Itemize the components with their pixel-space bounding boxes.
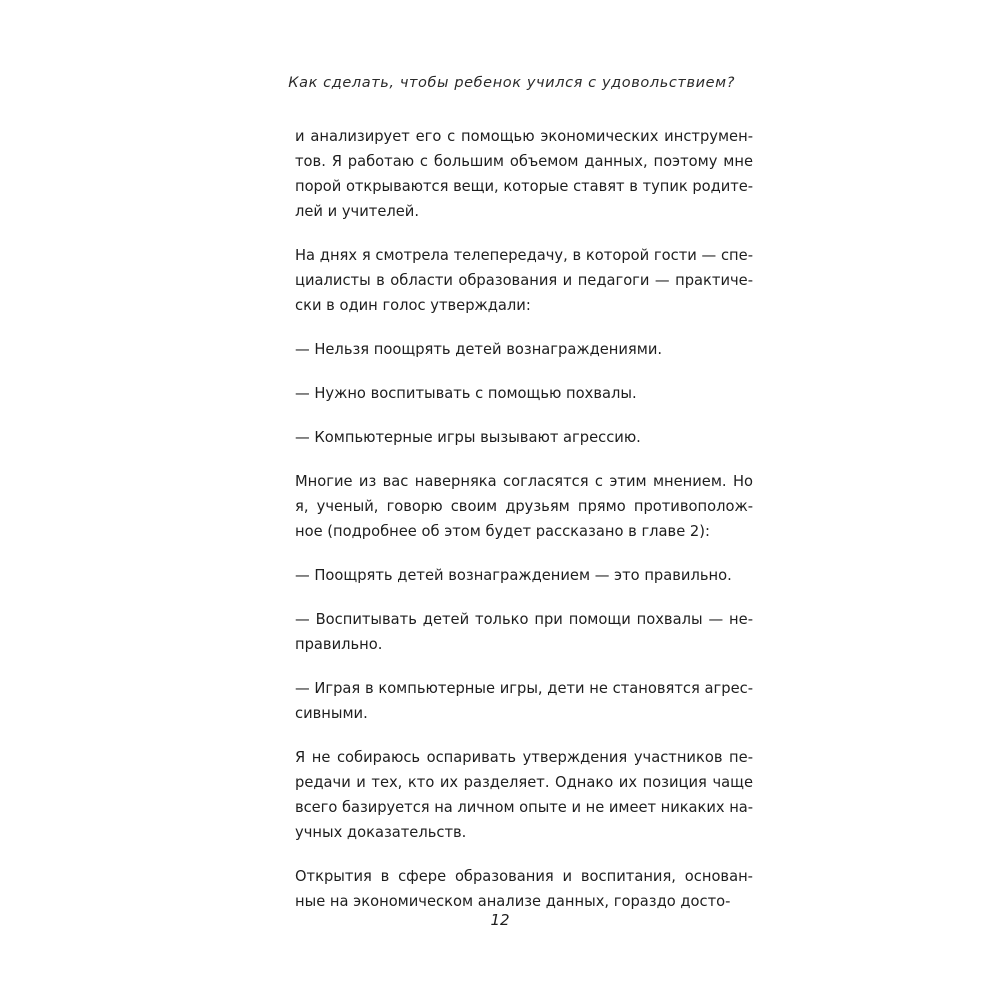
- text-line: редачи и тех, кто их разделяет. Однако их позиция чаще: [295, 774, 753, 791]
- text-line: порой открываются вещи, которые ставят в тупик родите-: [295, 178, 753, 195]
- paragraph: [295, 337, 753, 362]
- text-line: Многие из вас наверняка согласятся с этим мнением. Но: [295, 473, 753, 490]
- text-line: всего базируется на личном опыте и не имеет никаких на-: [295, 799, 753, 816]
- running-head: Как сделать, чтобы ребенок учился с удовольствием?: [288, 75, 735, 91]
- paragraph: [295, 469, 753, 544]
- text-line: — Играя в компьютерные игры, дети не становятся агрес-: [295, 680, 753, 697]
- paragraph: [295, 381, 753, 406]
- text-line: — Нельзя поощрять детей вознаграждениями.: [295, 341, 663, 358]
- text-line: Я не собираюсь оспаривать утверждения участников пе-: [295, 749, 753, 766]
- paragraph: [295, 124, 753, 224]
- text-line: На днях я смотрела телепередачу, в которой гости — спе-: [295, 247, 753, 264]
- text-line: лей и учителей.: [295, 203, 419, 220]
- text-line: сивными.: [295, 705, 368, 722]
- text-line: — Нужно воспитывать с помощью похвалы.: [295, 385, 637, 402]
- paragraph: [295, 864, 753, 914]
- text-line: правильно.: [295, 636, 383, 653]
- text-line: ные на экономическом анализе данных, гораздо досто-: [295, 893, 731, 910]
- body-text: [295, 124, 753, 933]
- paragraph: [295, 607, 753, 657]
- text-line: ски в один голос утверждали:: [295, 297, 531, 314]
- text-line: циалисты в области образования и педагоги — практиче-: [295, 272, 753, 289]
- page-number: 12: [490, 911, 510, 929]
- paragraph: [295, 425, 753, 450]
- text-line: — Воспитывать детей только при помощи похвалы — не-: [295, 611, 753, 628]
- text-line: я, ученый, говорю своим друзьям прямо противополож-: [295, 498, 753, 515]
- text-line: ное (подробнее об этом будет рассказано в главе 2):: [295, 523, 710, 540]
- text-line: учных доказательств.: [295, 824, 467, 841]
- paragraph: [295, 676, 753, 726]
- text-line: — Поощрять детей вознаграждением — это правильно.: [295, 567, 732, 584]
- paragraph: [295, 563, 753, 588]
- paragraph: [295, 243, 753, 318]
- paragraph: [295, 745, 753, 845]
- text-line: Открытия в сфере образования и воспитания, основан-: [295, 868, 753, 885]
- text-line: и анализирует его с помощью экономических инструмен-: [295, 128, 753, 145]
- text-line: тов. Я работаю с большим объемом данных, поэтому мне: [295, 153, 753, 170]
- text-line: — Компьютерные игры вызывают агрессию.: [295, 429, 641, 446]
